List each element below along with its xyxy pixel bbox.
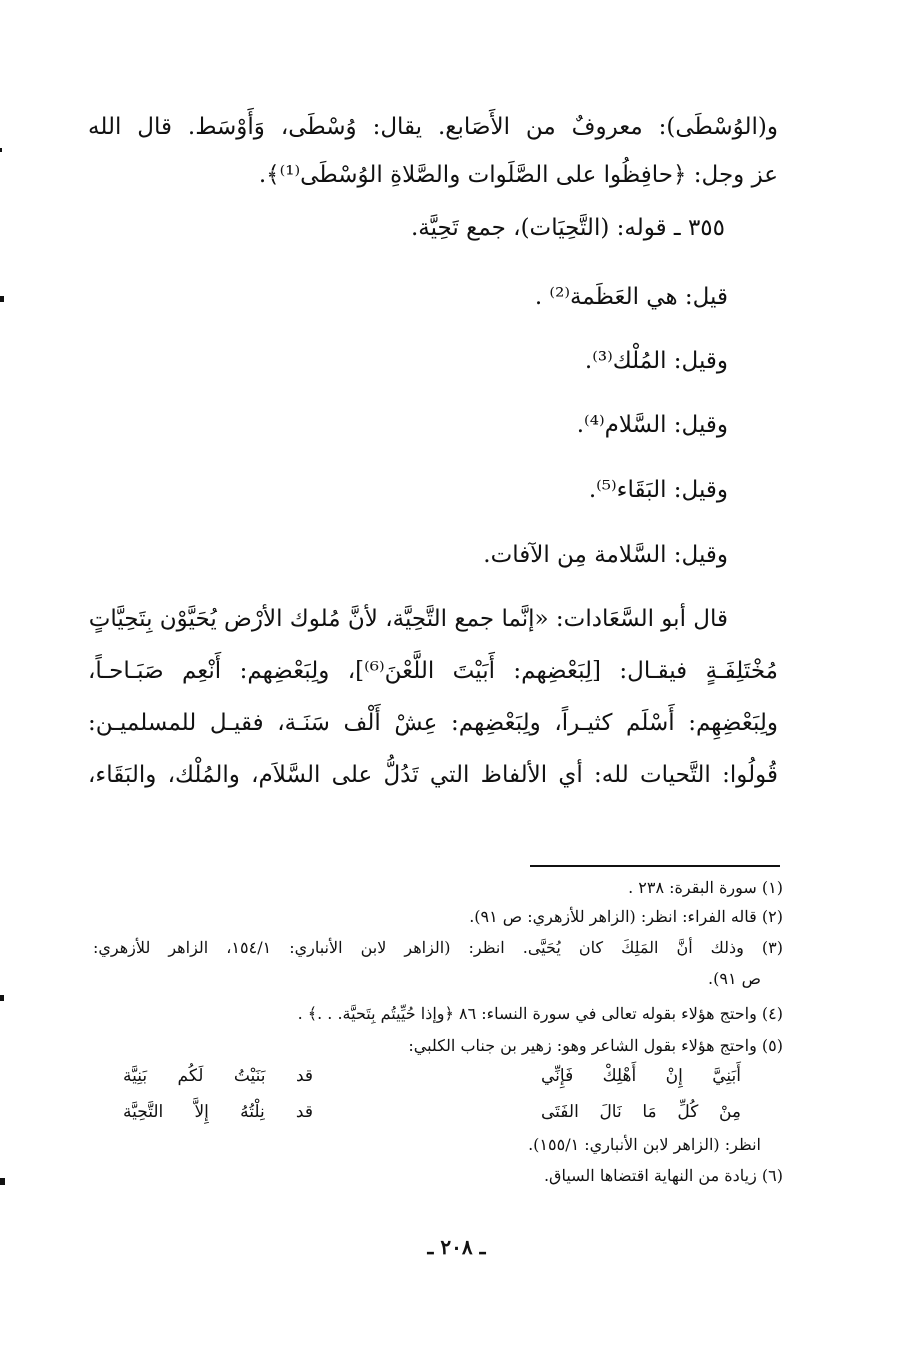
- verse-2-first-hemistich: مِنْ كُلِّ مَا نَالَ الفَتَى: [541, 1102, 741, 1122]
- opinion-item-2: وقيل: المُلْك⁽³⁾.: [584, 348, 728, 374]
- footnote-3: (٣) وذلك أنَّ المَلِكَ كان يُحَيَّى. انظر: (الزاهر لابن الأنباري: ١٥٤/١، الزاهر للأزهري:: [93, 938, 783, 957]
- opinion-item-4: وقيل: البَقَاء⁽⁵⁾.: [588, 477, 728, 503]
- footnote-5-reference: انظر: (الزاهر لابن الأنباري: ١٥٥/١).: [528, 1135, 761, 1154]
- scan-edge-mark: [0, 995, 4, 1001]
- verse-2-second-hemistich: قد نِلْتُهُ إِلاَّ التَّحِيَّة: [123, 1102, 313, 1122]
- verse-1-second-hemistich: قد بَنَيْتُ لَكُم بَنِيَّة: [123, 1066, 313, 1086]
- entry-heading-355: ٣٥٥ ـ قوله: (التَّحِيَات)، جمع تَحِيَّة.: [410, 215, 725, 241]
- footnote-4: (٤) واحتج هؤلاء بقوله تعالى في سورة النساء: ٨٦ ﴿وإذا حُيِّيتُم بِتَحيَّة. . .﴾ .: [297, 1004, 783, 1023]
- body-line-2-quran-verse: عز وجل: ﴿حافِظُوا على الصَّلَوات والصَّلاةِ الوُسْطَى⁽¹⁾﴾.: [258, 162, 778, 188]
- verse-1-first-hemistich: أَبَنِيَّ إِنْ أَهْلِكْ فَإِنِّي: [541, 1066, 741, 1086]
- body-line-1: و(الوُسْطَى): معروفٌ من الأَصَابع. يقال: وُسْطَى، وَأَوْسَط. قال الله: [88, 114, 778, 140]
- paragraph-line-2: مُخْتَلِفَـةٍ فيقـال: [لِبَعْضِهم: أَبَيْتَ اللَّعْنَ⁽⁶⁾]، ولِبَعْضِهم: أَنْعِم صَبَـاحـاً،: [88, 658, 778, 684]
- footnote-2: (٢) قاله الفراء: انظر: (الزاهر للأزهري: ص ٩١).: [469, 907, 783, 926]
- footnote-separator: [530, 865, 780, 867]
- opinion-item-3: وقيل: السَّلام⁽⁴⁾.: [576, 412, 728, 438]
- scan-edge-mark: [0, 296, 4, 302]
- paragraph-line-4: قُولُوا: التَّحيات لله: أي الألفاظ التي تَدُلُّ على السَّلاَم، والمُلْك، والبَقَاء،: [88, 762, 778, 788]
- scan-edge-mark: [0, 148, 2, 152]
- footnote-3-continued: ص ٩١).: [708, 969, 761, 988]
- paragraph-line-3: ولِبَعْضِهِم: أَسْلَم كثيـراً، ولِبَعْضِهم: عِشْ أَلْف سَنَـة، فقيـل للمسلميـن:: [88, 710, 778, 736]
- opinion-item-5: وقيل: السَّلامة مِن الآفات.: [483, 542, 728, 568]
- opinion-item-1: قيل: هي العَظَمة⁽²⁾ .: [534, 284, 728, 310]
- footnote-6: (٦) زيادة من النهاية اقتضاها السياق.: [543, 1166, 783, 1185]
- page-number: ـ ٢٠٨ ـ: [427, 1235, 486, 1259]
- scan-edge-mark: [0, 1178, 5, 1185]
- footnote-1: (١) سورة البقرة: ٢٣٨ .: [628, 878, 783, 897]
- footnote-5: (٥) واحتج هؤلاء بقول الشاعر وهو: زهير بن جناب الكلبي:: [408, 1036, 783, 1055]
- paragraph-line-1: قال أبو السَّعَادات: «إنَّما جمع التَّحِيَّة، لأنَّ مُلوك الأرْض يُحَيَّوْن بِتَحِيَّاتٍ: [88, 606, 728, 632]
